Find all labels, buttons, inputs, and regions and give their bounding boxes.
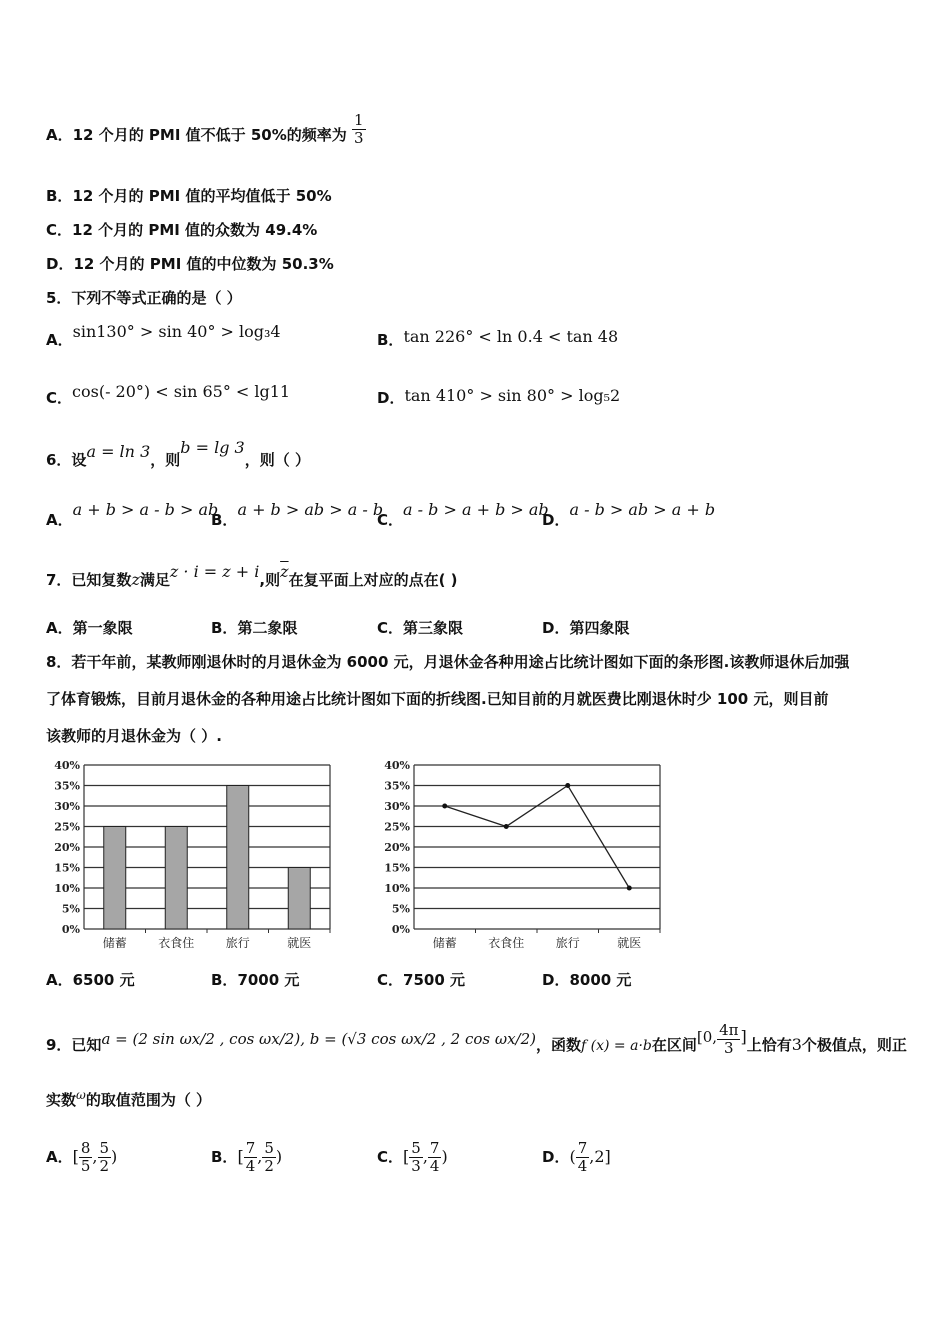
option-text: 12 个月的 PMI 值的中位数为 50.3%	[73, 255, 334, 273]
y-tick-label: 25%	[384, 820, 410, 834]
stem-text: 9．已知	[46, 1036, 102, 1054]
q8-stem-line3: 该教师的月退休金为（ ）.	[46, 727, 222, 745]
option-math: tan 410° > sin 80° > log₅2	[404, 386, 621, 405]
option-text: 7500 元	[403, 971, 465, 989]
option-text: 12 个月的 PMI 值不低于 50%的频率为	[72, 126, 347, 144]
option-math: tan 226° < ln 0.4 < tan 48	[403, 327, 619, 346]
q6-option-c	[377, 500, 549, 530]
math-condition: z · i = z + i	[169, 562, 260, 581]
q8-stem-line2: 了体育锻炼，目前月退休金的各种用途占比统计图如下面的折线图.已知目前的月就医费比刚退休时少 100 元，则目前	[46, 690, 829, 708]
y-tick-label: 10%	[54, 882, 80, 895]
fraction-den: 2	[99, 1157, 110, 1175]
option-letter: A．	[46, 511, 73, 529]
option-letter: A．	[46, 331, 73, 349]
option-letter: A．	[46, 126, 73, 144]
count-value: 3	[791, 1035, 802, 1054]
fraction	[262, 1140, 276, 1175]
stem-text: 7．已知复数	[46, 571, 132, 589]
fraction-num: 8	[80, 1139, 91, 1157]
option-letter: B．	[211, 511, 238, 529]
math-vectors: a = (2 sin ωx/2 , cos ωx/2), b = (√3 cos ωx/2 , 2 cos ωx/2)	[101, 1030, 537, 1048]
option-text: 12 个月的 PMI 值的平均值低于 50%	[72, 187, 332, 205]
y-tick-label: 0%	[61, 923, 80, 936]
math-z: z	[131, 570, 140, 589]
fraction-num: 7	[429, 1139, 440, 1157]
option-letter: C．	[46, 389, 73, 407]
q4-option-d	[46, 254, 334, 274]
q9-option-b: B．[ $\frac{7}{4}$ , $\frac{5}{2}$ )	[211, 1139, 283, 1175]
option-letter: D．	[542, 511, 570, 529]
x-tick-label: 储蓄	[432, 936, 457, 950]
option-letter: A．	[46, 971, 73, 989]
x-tick-label: 旅行	[225, 936, 250, 950]
y-tick-label: 35%	[384, 779, 410, 793]
option-text: 第二象限	[237, 619, 298, 637]
bracket: [	[237, 1147, 244, 1166]
y-tick-label: 10%	[384, 882, 410, 895]
q6-option-b	[211, 500, 384, 530]
fraction	[98, 1140, 112, 1175]
bracket: )	[111, 1147, 118, 1166]
fraction-num: 7	[245, 1139, 256, 1157]
q8-option-b	[211, 970, 299, 990]
x-tick-label: 储蓄	[102, 936, 127, 950]
fraction	[79, 1140, 93, 1175]
option-text: 第四象限	[569, 619, 630, 637]
fraction-den: 4	[577, 1157, 588, 1175]
option-math: a + b > a - b > ab	[72, 500, 219, 519]
fraction-num: 5	[99, 1139, 110, 1157]
bracket: [	[72, 1147, 79, 1166]
stem-text: 个极值点，则正	[801, 1036, 907, 1054]
math-zbar: $\overline{z}$	[280, 562, 289, 581]
option-letter: D．	[542, 619, 570, 637]
y-tick-label: 35%	[54, 779, 80, 793]
x-tick-label: 旅行	[555, 936, 580, 950]
option-text: 6500 元	[72, 971, 135, 989]
fraction-den: 3	[723, 1039, 734, 1057]
bracket: (	[569, 1147, 576, 1166]
option-letter: C．	[377, 1148, 404, 1166]
y-tick-label: 30%	[384, 800, 410, 813]
fraction-den: 3	[354, 129, 364, 147]
q7-stem	[46, 562, 458, 590]
fraction	[244, 1140, 258, 1175]
q9-option-c: C．[ $\frac{5}{3}$ , $\frac{7}{4}$ )	[377, 1139, 448, 1175]
q8-stem-line1: 8．若干年前，某教师刚退休时的月退休金为 6000 元，月退休金各种用途占比统计图如下面的条形图.该教师退休后加强	[46, 653, 850, 671]
y-tick-label: 15%	[54, 861, 80, 875]
x-tick-label: 衣食住	[488, 936, 525, 950]
y-tick-label: 40%	[384, 759, 410, 772]
x-tick-label: 就医	[617, 936, 642, 950]
interval-right: ]	[740, 1027, 747, 1046]
q9-stem-line2	[46, 1090, 211, 1111]
q8-option-d	[542, 970, 631, 990]
q5-option-a	[46, 322, 281, 350]
option-letter: B．	[211, 1148, 238, 1166]
option-text: 7000 元	[237, 971, 300, 989]
fraction	[576, 1140, 590, 1175]
y-tick-label: 5%	[61, 902, 80, 916]
bracket: )	[441, 1147, 448, 1166]
y-tick-label: 40%	[54, 759, 80, 772]
q7-option-b	[211, 618, 297, 638]
data-point	[442, 804, 447, 809]
q7-option-a	[46, 618, 133, 638]
q7-option-d	[542, 618, 629, 638]
option-text: 8000 元	[569, 971, 632, 989]
x-tick-label: 就医	[287, 936, 312, 950]
q6-stem	[46, 438, 310, 470]
x-tick-label: 衣食住	[158, 936, 195, 950]
y-tick-label: 25%	[54, 820, 80, 834]
stem-text: 在复平面上对应的点在( )	[288, 571, 458, 589]
option-letter: C．	[377, 511, 404, 529]
fraction-den: 2	[264, 1157, 274, 1175]
bar	[227, 786, 249, 930]
q4-option-a	[46, 111, 366, 153]
fraction	[352, 112, 366, 147]
y-tick-label: 0%	[391, 923, 410, 936]
option-letter: D．	[542, 971, 570, 989]
q9-option-a: A．[ $\frac{8}{5}$ , $\frac{5}{2}$ )	[46, 1139, 118, 1175]
fraction-num: 1	[354, 111, 364, 129]
math-fx: f (x) = a·b	[581, 1038, 652, 1054]
data-point	[504, 824, 509, 829]
y-tick-label: 15%	[384, 861, 410, 875]
q9-stem	[46, 1021, 907, 1063]
option-math: a - b > a + b > ab	[403, 500, 549, 519]
stem-text: 的取值范围为（ ）	[85, 1091, 212, 1109]
fraction-num: 5	[264, 1139, 274, 1157]
option-letter: C．	[46, 221, 73, 239]
bar	[165, 827, 187, 930]
stem-text: ，则	[150, 451, 181, 469]
option-letter: D．	[542, 1148, 570, 1166]
bar-chart	[40, 757, 340, 957]
y-tick-label: 20%	[384, 841, 410, 854]
math-b-def: b = lg 3	[180, 438, 245, 457]
interval-left: [0,	[696, 1028, 718, 1046]
option-letter: D．	[377, 389, 405, 407]
bracket: )	[275, 1147, 283, 1166]
option-math: a - b > ab > a + b	[569, 500, 716, 519]
q4-option-c	[46, 220, 317, 240]
fraction-den: 4	[429, 1157, 440, 1175]
stem-text: 6．设	[46, 451, 87, 469]
q9-option-d: D．( $\frac{7}{4}$ ,2]	[542, 1139, 611, 1175]
data-point	[565, 783, 570, 788]
stem-text: 上恰有	[746, 1036, 792, 1054]
bracket: [	[403, 1147, 410, 1166]
option-letter: B．	[211, 971, 238, 989]
stem-text: 满足	[139, 571, 170, 589]
y-tick-label: 30%	[54, 800, 80, 813]
q7-option-c	[377, 618, 463, 638]
option-text: 第三象限	[403, 619, 464, 637]
option-letter: A．	[46, 1148, 73, 1166]
fraction-den: 3	[411, 1157, 421, 1175]
bracket: ]	[604, 1147, 611, 1166]
option-letter: A．	[46, 619, 73, 637]
q5-option-b	[377, 327, 619, 350]
stem-text: ，则（ ）	[244, 451, 310, 469]
data-point	[627, 886, 632, 891]
option-text: 12 个月的 PMI 值的众数为 49.4%	[72, 221, 318, 239]
option-letter: C．	[377, 619, 404, 637]
fraction-num: 7	[577, 1139, 588, 1157]
q8-option-a	[46, 970, 135, 990]
option-math: cos(- 20°) < sin 65° < lg11	[72, 382, 291, 401]
math-omega: ω	[76, 1088, 86, 1102]
option-math: sin130° > sin 40° > log₃4	[72, 322, 281, 341]
option-letter: C．	[377, 971, 404, 989]
fraction-num: 5	[411, 1139, 421, 1157]
stem-text: 实数	[46, 1091, 77, 1109]
option-letter: B．	[377, 331, 404, 349]
y-tick-label: 20%	[54, 841, 80, 854]
q5-option-d	[377, 388, 620, 408]
option-text: 第一象限	[72, 619, 133, 637]
bar	[104, 827, 126, 930]
q6-option-d	[542, 500, 716, 530]
stem-text: 在区间	[651, 1036, 697, 1054]
stem-text: ,则	[259, 571, 281, 589]
line-chart	[370, 757, 670, 957]
fraction	[717, 1022, 740, 1057]
math-a-def: a = ln 3	[86, 442, 151, 461]
fraction-num: 4π	[719, 1021, 739, 1039]
option-math: a + b > ab > a - b	[237, 500, 384, 519]
q6-option-a	[46, 500, 219, 530]
stem-text: ，函数	[536, 1036, 582, 1054]
fraction-den: 5	[80, 1157, 91, 1175]
option-letter: B．	[46, 187, 73, 205]
q5-stem: 5．下列不等式正确的是（ ）	[46, 289, 242, 307]
q4-option-b	[46, 186, 332, 206]
y-tick-label: 5%	[391, 902, 410, 916]
option-letter: D．	[46, 255, 74, 273]
q8-option-c	[377, 970, 465, 990]
fraction	[409, 1140, 423, 1175]
fraction-den: 4	[245, 1157, 256, 1175]
option-letter: B．	[211, 619, 238, 637]
q5-option-c	[46, 382, 291, 408]
bar	[288, 868, 310, 930]
series-line	[445, 786, 630, 889]
bound-value: 2	[594, 1147, 605, 1166]
fraction	[428, 1140, 442, 1175]
